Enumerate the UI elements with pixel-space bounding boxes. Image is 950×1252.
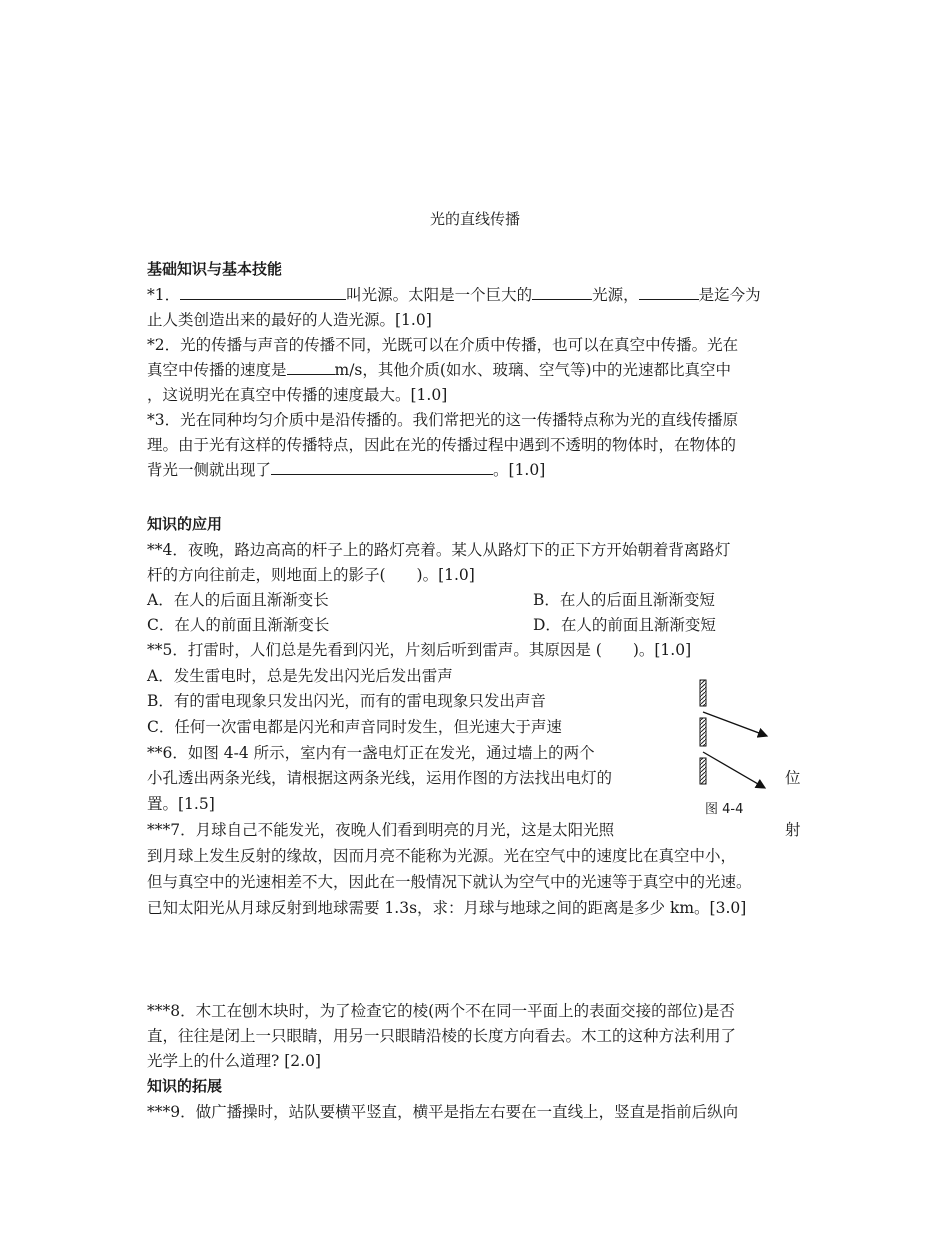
question-6-line-1: **6．如图 4-4 所示，室内有一盏电灯正在发光，通过墙上的两个 xyxy=(147,744,595,762)
q3-text-1: 背光一侧就出现了 xyxy=(147,461,272,479)
section-heading-basic: 基础知识与基本技能 xyxy=(147,260,283,278)
page-title: 光的直线传播 xyxy=(429,210,520,228)
figure-4-4-diagram xyxy=(697,676,787,791)
q1-blank-2 xyxy=(532,285,592,300)
q3-blank-1 xyxy=(271,460,493,475)
light-ray-upper xyxy=(703,712,767,736)
question-6-line-3: 置。[1.5] xyxy=(147,795,215,813)
question-5-option-b: B．有的雷电现象只发出闪光，而有的雷电现象只发出声音 xyxy=(147,692,546,710)
question-4-line-1: **4．夜晚，路边高高的杆子上的路灯亮着。某人从路灯下的正下方开始朝着背离路灯 xyxy=(147,541,731,559)
q1-number: *1． xyxy=(147,286,181,304)
wall-segment-middle xyxy=(700,718,706,746)
question-8-line-1: ***8．木工在刨木块时，为了检查它的棱(两个不在同一平面上的表面交接的部位)是否 xyxy=(147,1002,735,1020)
question-4-option-a: A．在人的后面且渐渐变长 xyxy=(147,591,329,609)
question-7-line-1: ***7．月球自己不能发光，夜晚人们看到明亮的月光，这是太阳光照 xyxy=(147,821,615,839)
q2-text-1: 真空中传播的速度是 xyxy=(147,361,287,379)
question-4-option-b: B．在人的后面且渐渐变短 xyxy=(533,591,715,609)
q3-text-2: 。[1.0] xyxy=(493,461,546,479)
question-6-line-2: 小孔透出两条光线，请根据这两条光线，运用作图的方法找出电灯的 xyxy=(147,769,613,787)
question-2-line-2 xyxy=(147,359,731,381)
q1-blank-3 xyxy=(639,285,699,300)
q1-text-2: 光源， xyxy=(592,286,639,304)
figure-caption: 图 4-4 xyxy=(705,802,744,817)
light-ray-lower xyxy=(703,752,765,788)
question-3-line-2: 理。由于光有这样的传播特点，因此在光的传播过程中遇到不透明的物体时，在物体的 xyxy=(147,436,737,454)
question-1-line-2: 止人类创造出来的最好的人造光源。[1.0] xyxy=(147,311,432,329)
question-7-line-2: 到月球上发生反射的缘故，因而月亮不能称为光源。光在空气中的速度比在真空中小， xyxy=(147,847,737,865)
question-5-option-a: A．发生雷电时，总是先发出闪光后发出雷声 xyxy=(147,667,453,685)
q2-text-2: m/s，其他介质(如水、玻璃、空气等)中的光速都比真空中 xyxy=(334,361,731,379)
q1-blank-1 xyxy=(180,285,346,300)
question-1-line-1 xyxy=(147,284,761,306)
question-2-line-1: *2．光的传播与声音的传播不同，光既可以在介质中传播，也可以在真空中传播。光在 xyxy=(147,336,739,354)
q2-blank-1 xyxy=(287,360,335,375)
section-heading-extension: 知识的拓展 xyxy=(147,1077,223,1095)
question-4-option-d: D．在人的前面且渐渐变短 xyxy=(533,616,716,634)
question-9-line-1: ***9．做广播操时，站队要横平竖直，横平是指左右要在一直线上，竖直是指前后纵向 xyxy=(147,1103,739,1121)
question-7-line-3: 但与真空中的光速相差不大，因此在一般情况下就认为空气中的光速等于真空中的光速。 xyxy=(147,873,752,891)
question-6-line-2-end: 位 xyxy=(785,769,801,787)
wall-segment-top xyxy=(700,680,706,706)
question-4-option-c: C．在人的前面且渐渐变长 xyxy=(147,616,330,634)
wall-segment-bottom xyxy=(700,758,706,784)
q1-text-3: 是迄今为 xyxy=(698,286,761,304)
question-5-line-1: **5．打雷时，人们总是先看到闪光，片刻后听到雷声。其原因是 ( )。[1.0] xyxy=(147,641,692,659)
question-7-line-4: 已知太阳光从月球反射到地球需要 1.3s，求：月球与地球之间的距离是多少 km。[3.0] xyxy=(147,899,747,917)
question-3-line-1: *3．光在同种均匀介质中是沿传播的。我们常把光的这一传播特点称为光的直线传播原 xyxy=(147,411,739,429)
question-3-line-3 xyxy=(147,459,545,481)
question-8-line-3: 光学上的什么道理? [2.0] xyxy=(147,1052,321,1070)
question-5-option-c: C．任何一次雷电都是闪光和声音同时发生，但光速大于声速 xyxy=(147,718,562,736)
question-8-line-2: 直，往往是闭上一只眼睛，用另一只眼睛沿棱的长度方向看去。木工的这种方法利用了 xyxy=(147,1027,737,1045)
question-4-line-2: 杆的方向往前走，则地面上的影子( )。[1.0] xyxy=(147,566,475,584)
question-2-line-3: ，这说明光在真空中传播的速度最大。[1.0] xyxy=(147,386,448,404)
section-heading-application: 知识的应用 xyxy=(147,515,223,533)
question-7-line-1-end: 射 xyxy=(785,821,801,839)
q1-text-1: 叫光源。太阳是一个巨大的 xyxy=(346,286,533,304)
